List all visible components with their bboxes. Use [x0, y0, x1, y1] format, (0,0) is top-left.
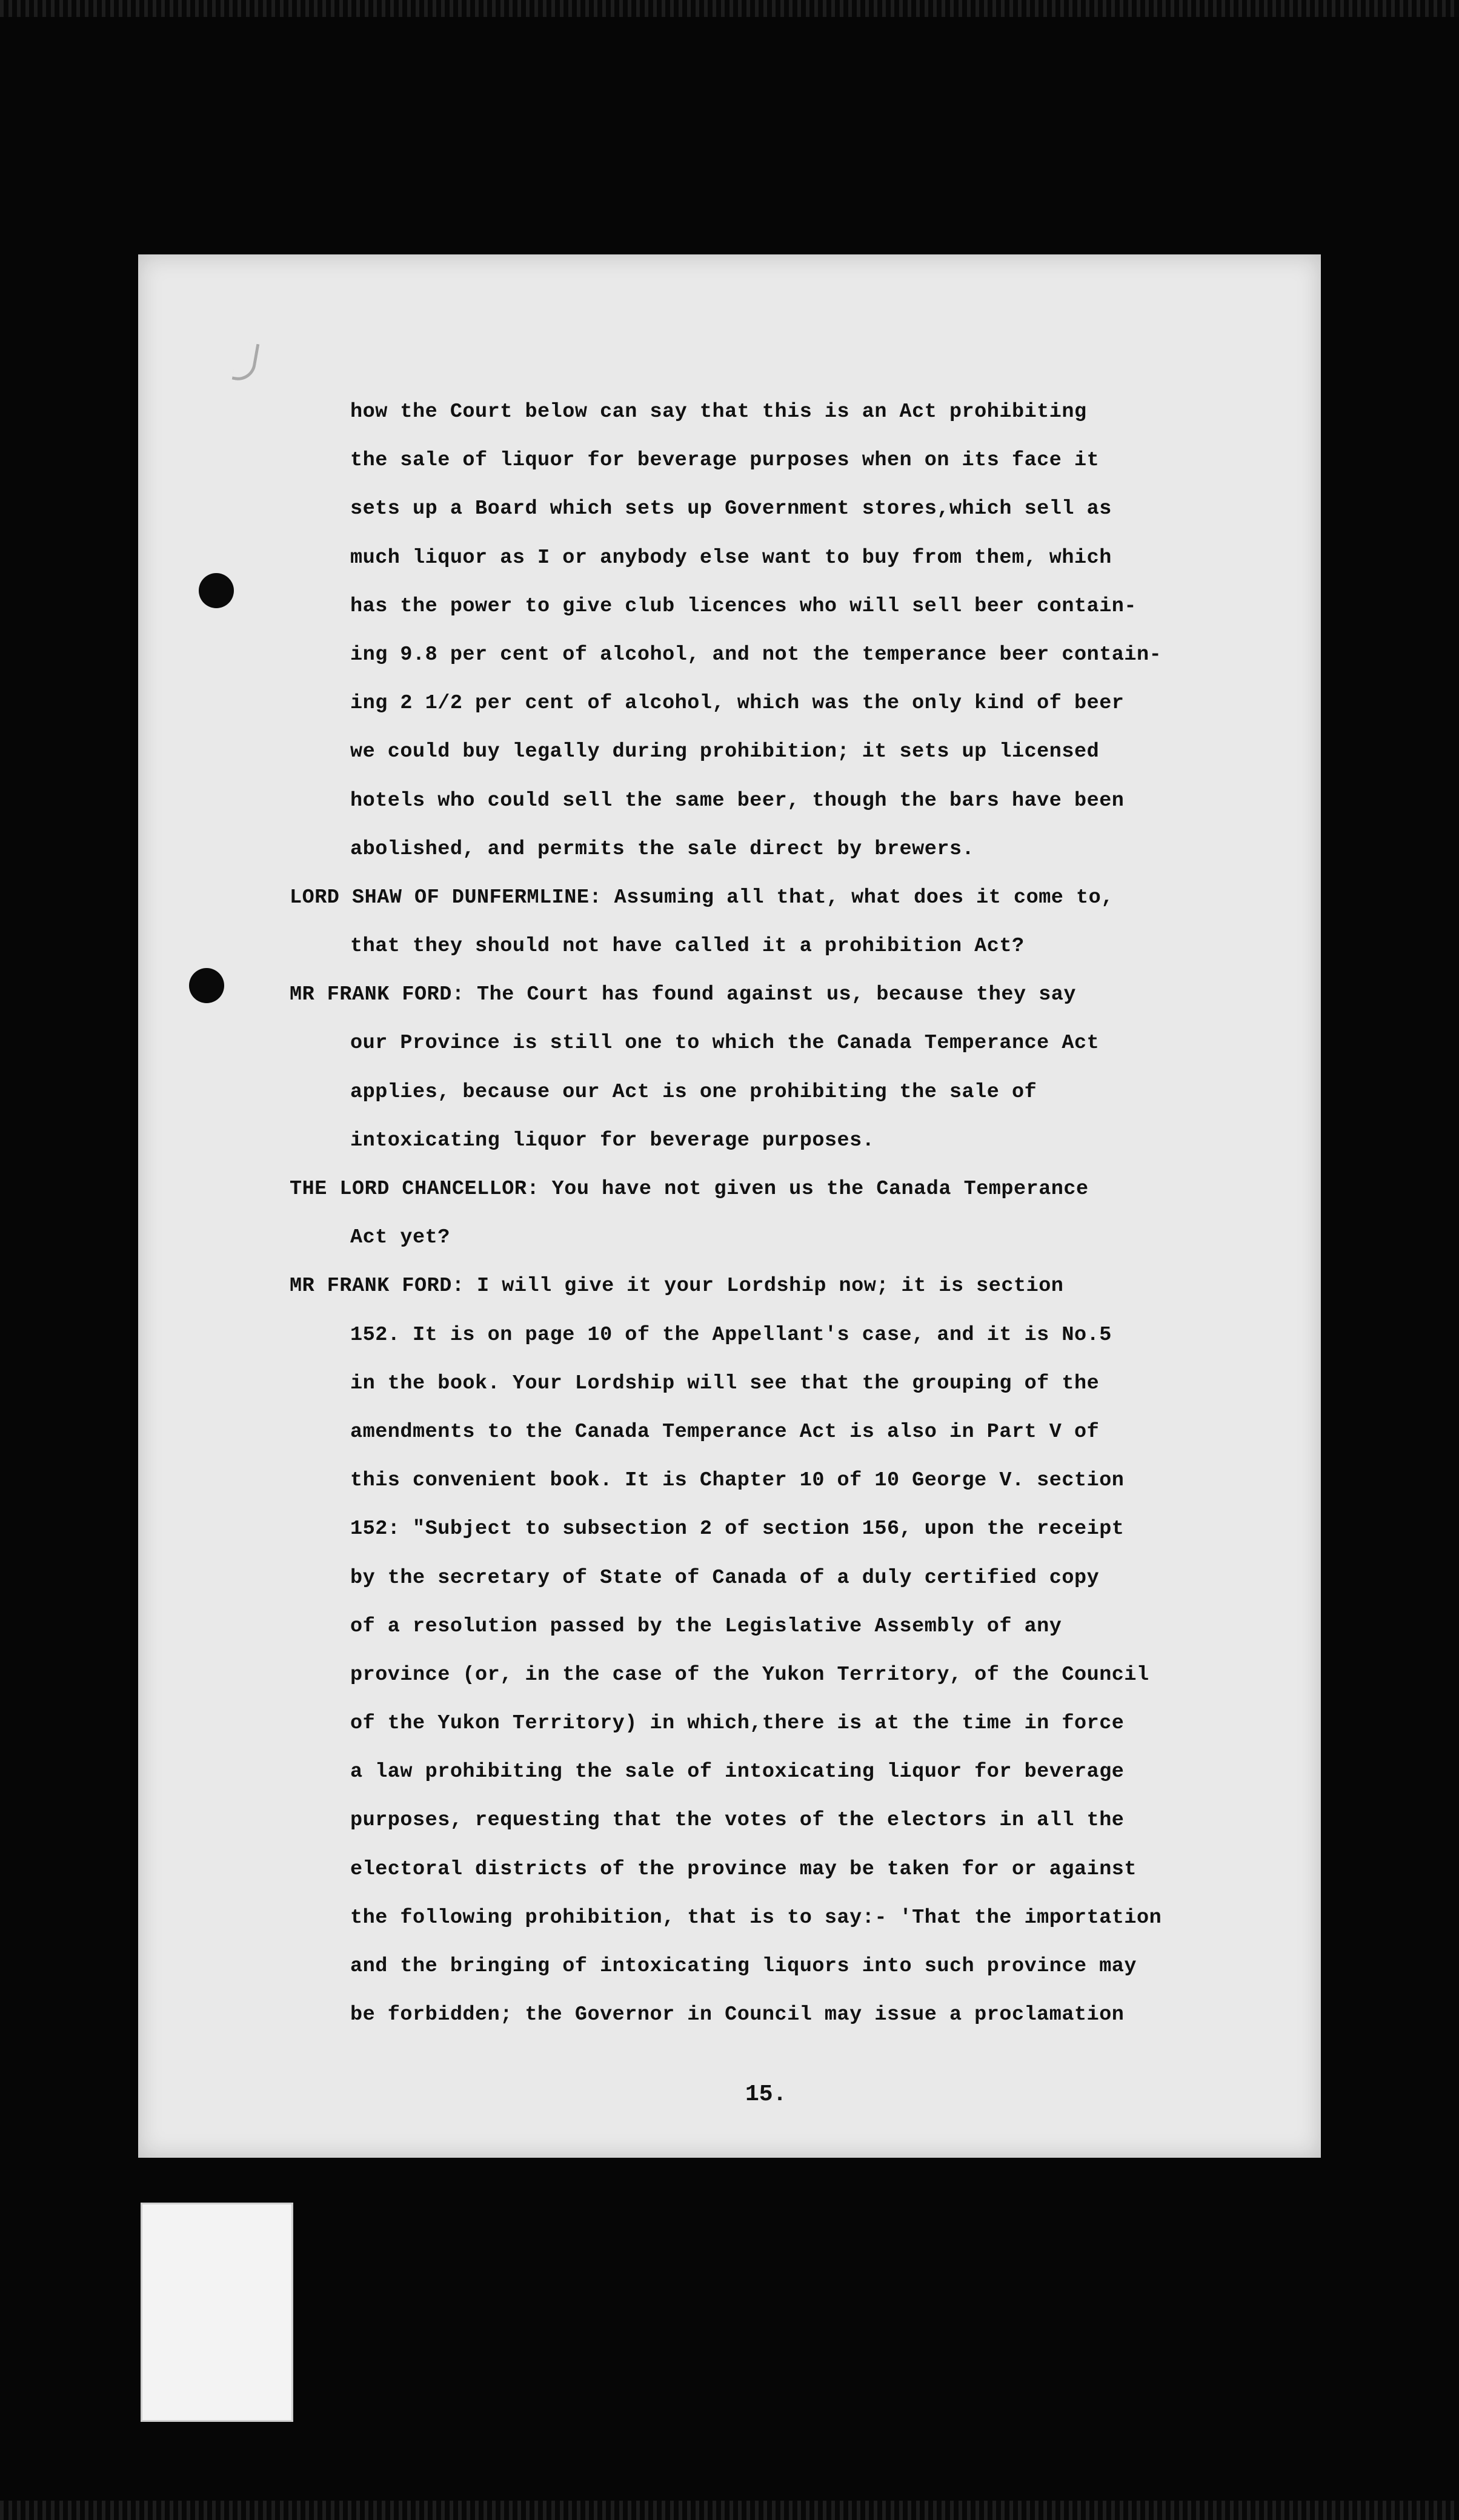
- text-line: be forbidden; the Governor in Council may issue a proclamation: [350, 2003, 1125, 2027]
- text-line: 152. It is on page 10 of the Appellant's case, and it is No.5: [350, 1323, 1112, 1347]
- text-line: purposes, requesting that the votes of the electors in all the: [350, 1809, 1125, 1832]
- text-line: in the book. Your Lordship will see that the grouping of the: [350, 1371, 1100, 1395]
- film-edge-top: [0, 0, 1459, 17]
- text-line: much liquor as I or anybody else want to buy from them, which: [350, 546, 1112, 569]
- punch-hole: [189, 968, 224, 1003]
- text-line: we could buy legally during prohibition; it sets up licensed: [350, 740, 1100, 764]
- text-line: electoral districts of the province may be taken for or against: [350, 1857, 1137, 1881]
- text-line: hotels who could sell the same beer, though the bars have been: [350, 789, 1125, 812]
- film-edge-bottom: [0, 2501, 1459, 2520]
- punch-hole: [199, 573, 234, 608]
- text-line: by the secretary of State of Canada of a duly certified copy: [350, 1566, 1100, 1590]
- text-line: how the Court below can say that this is an Act prohibiting: [350, 400, 1087, 423]
- text-line: intoxicating liquor for beverage purposes.: [350, 1129, 875, 1152]
- text-line: Act yet?: [350, 1226, 450, 1250]
- text-line: province (or, in the case of the Yukon Territory, of the Council: [350, 1663, 1149, 1686]
- text-line: ing 2 1/2 per cent of alcohol, which was the only kind of beer: [350, 692, 1125, 715]
- text-line: applies, because our Act is one prohibiting the sale of: [350, 1080, 1037, 1104]
- text-line: our Province is still one to which the Canada Temperance Act: [350, 1032, 1100, 1055]
- speaker-line: MR FRANK FORD: I will give it your Lordship now; it is section: [290, 1275, 1064, 1298]
- text-line: amendments to the Canada Temperance Act is also in Part V of: [350, 1420, 1100, 1444]
- text-line: of a resolution passed by the Legislative Assembly of any: [350, 1614, 1062, 1638]
- text-line: the sale of liquor for beverage purposes when on its face it: [350, 449, 1100, 472]
- page-number: 15.: [745, 2081, 787, 2107]
- text-line: ing 9.8 per cent of alcohol, and not the temperance beer contain-: [350, 643, 1162, 666]
- speaker-line: THE LORD CHANCELLOR: You have not given us the Canada Temperance: [290, 1178, 1089, 1201]
- text-line: a law prohibiting the sale of intoxicating liquor for beverage: [350, 1760, 1125, 1784]
- text-line: that they should not have called it a prohibition Act?: [350, 935, 1025, 958]
- text-line: and the bringing of intoxicating liquors into such province may: [350, 1955, 1137, 1978]
- target-card: [141, 2203, 293, 2422]
- text-line: abolished, and permits the sale direct by brewers.: [350, 837, 975, 861]
- transcript-text: [290, 388, 1320, 2039]
- text-line: the following prohibition, that is to say:- 'That the importation: [350, 1906, 1162, 1929]
- text-line: 152: "Subject to subsection 2 of section 156, upon the receipt: [350, 1517, 1125, 1541]
- text-line: of the Yukon Territory) in which,there is at the time in force: [350, 1712, 1125, 1736]
- text-line: this convenient book. It is Chapter 10 of 10 George V. section: [350, 1469, 1125, 1493]
- speaker-line: MR FRANK FORD: The Court has found against us, because they say: [290, 983, 1077, 1007]
- text-line: sets up a Board which sets up Government stores,which sell as: [350, 497, 1112, 521]
- speaker-line: LORD SHAW OF DUNFERMLINE: Assuming all that, what does it come to,: [290, 886, 1114, 909]
- text-line: has the power to give club licences who will sell beer contain-: [350, 594, 1137, 618]
